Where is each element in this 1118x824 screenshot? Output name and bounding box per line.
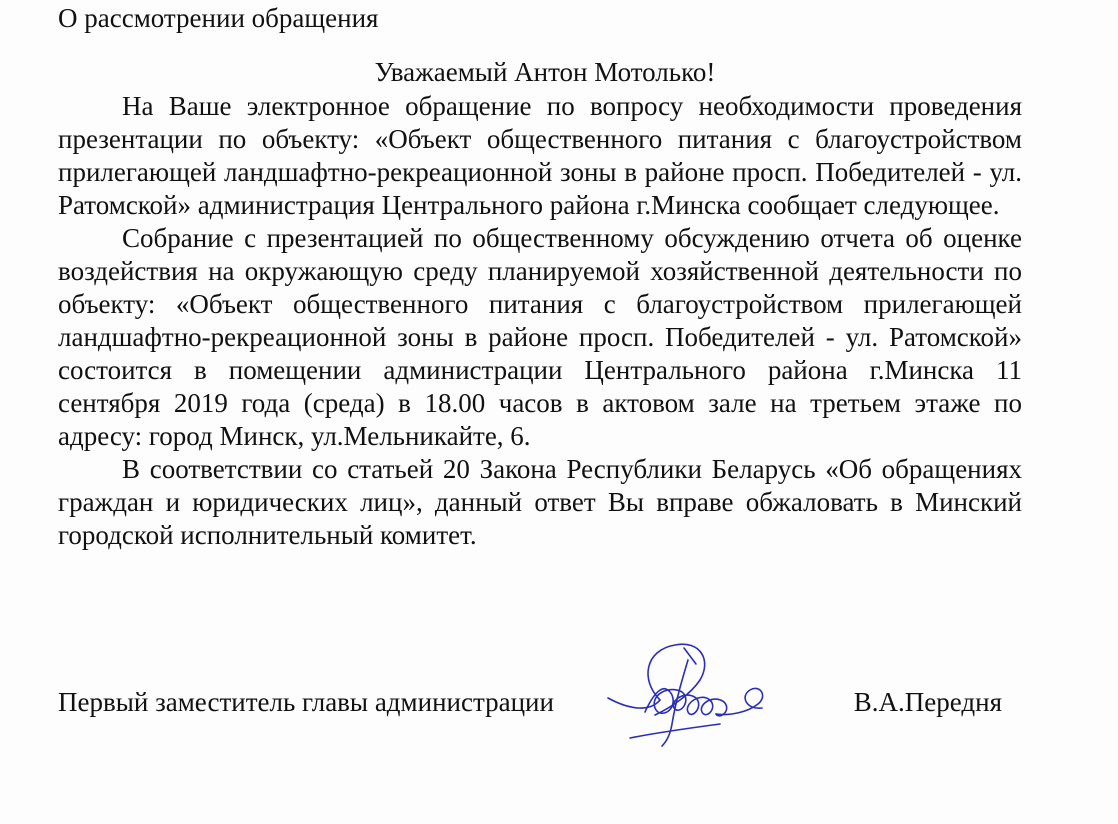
paragraph: Собрание с презентацией по общественному обсуждению отчета об оценке воздействия на окружающую среду планируемой хозяйственной деятельности по объекту: «Объект общественного питания с благоустройством прилегающей ландшафтно-рекреационной зоны в районе просп. Победителей - ул. Ратомской» состоится в помещении администрации Центрального района г.Минска 11 сентября 2019 года (среда) в 18.00 часов в актовом зале на третьем этаже по адресу: город Минск, ул.Мельникайте, 6. (58, 223, 1022, 451)
handwritten-signature-icon (600, 620, 780, 750)
letter-subject: О рассмотрении обращения (58, 3, 379, 33)
paragraph: На Ваше электронное обращение по вопросу необходимости проведения презентации по объекту: «Объект общественного питания с благоустройством прилегающей ландшафтно-рекреационной зоны в районе просп. Победителей - ул. Ратомской» администрация Центрального района г.Минска сообщает следующее. (58, 91, 1022, 220)
paragraph: В соответствии со статьей 20 Закона Республики Беларусь «Об обращениях граждан и юридических лиц», данный ответ Вы вправе обжаловать в Минский городской исполнительный комитет. (58, 454, 1022, 550)
signatory-name: В.А.Передня (853, 687, 1002, 717)
signature-strokes (608, 644, 763, 746)
salutation: Уважаемый Антон Мотолько! (374, 57, 716, 87)
signatory-position: Первый заместитель главы администрации (58, 687, 554, 717)
letter-body (58, 90, 1022, 552)
